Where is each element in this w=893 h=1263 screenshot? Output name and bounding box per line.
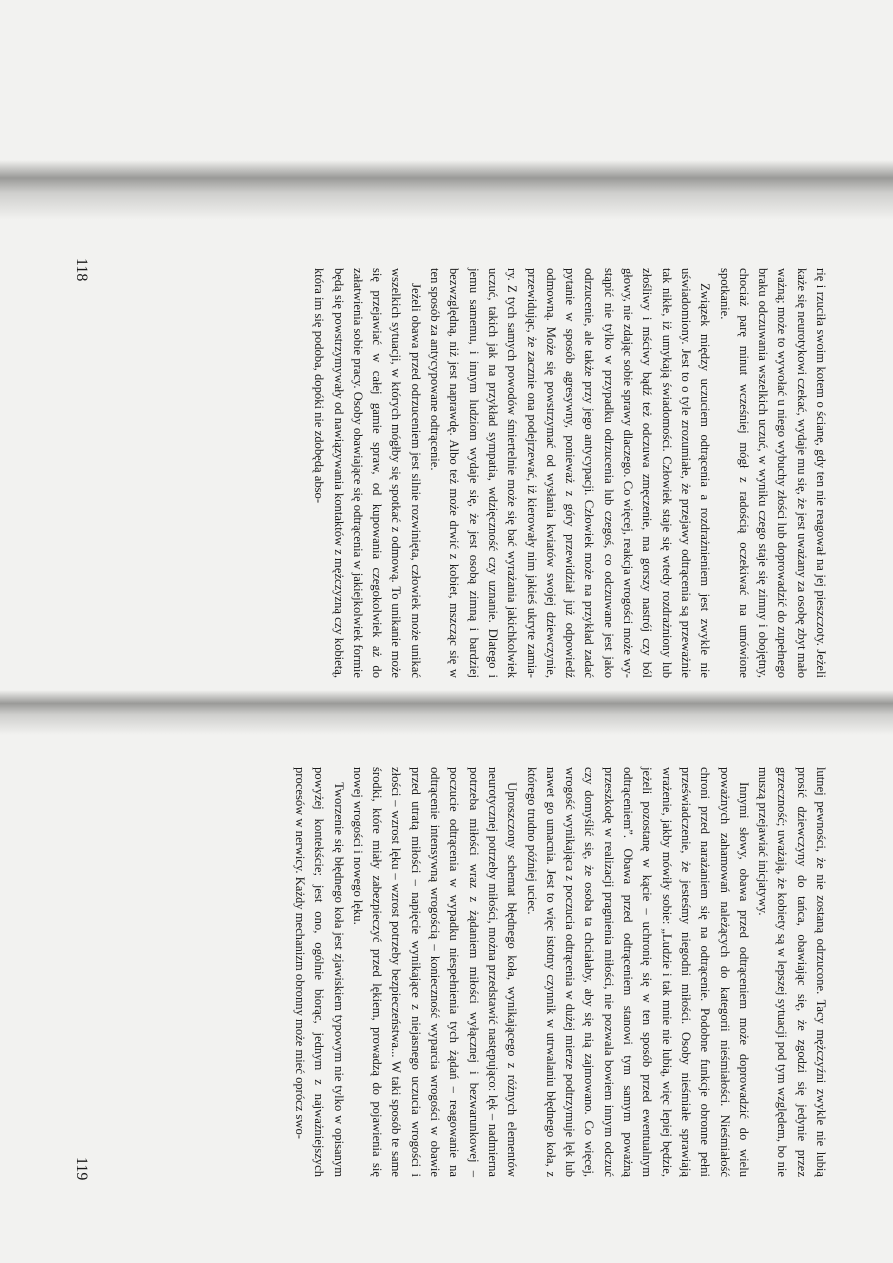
page-right — [60, 757, 890, 1197]
paragraph: rię i rzuciła swoim kotem o ścianę, gdy ten nie reagował na jej pieszczoty. Jeżeli każe się neurotykowi czekać, wydaje mu się, że jest uważany za osobę zbyt mało ważną; może to wywołać u niego wybuchy złości lub doprowadzić do zupełnego braku odczuwania wszelkich uczuć, w wyniku czego staje się zimny i obojętny, chociaż parę minut wcześniej mógł z radością oczekiwać na umówione spotkanie. — [717, 268, 828, 678]
scan-shadow-top — [0, 160, 893, 220]
page-number: 118 — [73, 258, 90, 282]
paragraph: Uproszczony schemat błędnego koła, wynikającego z różnych elementów neurotycznej potrzeby miłości, można przedstawić następująco: lęk – nadmierna potrzeba miłości wraz z żądaniem miłości wyłącznej i bezwarunkowej – poczucie odtrącenia w wypadku niespełnienia tych żądań – reagowanie na odtrącenie intensywną wrogością – konieczność wyparcia wrogości w obawie przed utratą miłości – napięcie wynikające z niejasnego uczucia wrogości i złości – wzrost lęku – wzrost potrzeby bezpieczeństwa... W taki sposób te same środki, które miały zabezpieczyć przed lękiem, prowadzą do pojawienia się nowej wrogości i nowego lęku. — [350, 767, 520, 1177]
page-118-text — [309, 268, 830, 678]
page-119-text — [290, 767, 830, 1177]
paragraph: Jeżeli obawa przed odrzuceniem jest silnie rozwinięta, człowiek może unikać wszelkich sytuacji, w których mógłby się spotkać z odmową. To unikanie może się przejawiać w całej gamie spraw, od kupowania czegokolwiek aż do załatwienia sobie pracy. Osoby obawiające się odtrącenia w jakiejkolwiek formie będą się powstrzymywały od nawiązywania kontaktów z mężczyzną czy kobietą, która im się podoba, dopóki nie zdobędą abso- — [312, 268, 423, 678]
paragraph: lutnej pewności, że nie zostaną odrzucone. Tacy mężczyźni zwykle nie lubią prosić dziewczyny do tańca, obawiając się, że zgodzi się jedynie przez grzeczność; uważają, że kobiety są w lepszej sytuacji pod tym względem, bo nie muszą przejawiać inicjatywy. — [756, 767, 828, 1177]
page-number: 119 — [73, 1157, 90, 1181]
page-left — [60, 258, 890, 698]
paragraph: Innymi słowy, obawa przed odtrąceniem może doprowadzić do wielu poważnych zahamowań należących do kategorii nieśmiałości. Nieśmiałość chroni przed narażaniem się na odtrącenie. Podobne funkcje obronne pełni przeświadczenie, że jesteśmy niegodni miłości. Osoby nieśmiałe sprawiają wrażenie, jakby mówiły sobie: „Ludzie i tak mnie nie lubią, więc lepiej będzie, jeżeli pozostanę w kącie – uchronię się w ten sposób przed ewentualnym odtrąceniem”. Obawa przed odtrąceniem stanowi tym samym poważną przeszkodę w realizacji pragnienia miłości, nie pozwala bowiem innym odczuć czy domyślić się, że osoba ta chciałaby, aby się nią zajmowano. Co więcej, wrogość wynikająca z poczucia odtrącenia w dużej mierze podtrzymuje lęk lub nawet go umacnia. Jest to więc istotny czynnik w utrwalaniu błędnego koła, z którego trudno później uciec. — [524, 767, 751, 1177]
paragraph: Związek między uczuciem odtrącenia a rozdrażnieniem jest zwykle nie uświadomiony. Jest to o tyle zrozumiałe, że przejawy odtrącenia są przeważnie tak nikłe, iż umykają świadomości. Człowiek staje się wtedy rozdrażniony lub złośliwy i mściwy bądź też odczuwa zmęczenie, ma gorszy nastrój czy ból głowy, nie zdając sobie sprawy dlaczego. Co więcej, reakcja wrogości może wystąpić nie tylko w przypadku odrzucenia lub czegoś, co odczuwane jest jako odrzucenie, ale także przy jego antycypacji. Człowiek może na przykład zadać pytanie w sposób agresywny, ponieważ z góry przewidział już odpowiedź odmowną. Może się powstrzymać od wysłania kwiatów swojej dziewczynie, przewidując, że zacznie ona podejrzewać, iż kierowały nim jakieś ukryte zamiary. Z tych samych powodów śmiertelnie może się bać wyrażania jakichkolwiek uczuć, takich jak na przykład sympatia, wdzięczność czy uznanie. Dlatego i jemu samemu, i innym ludziom wydaje się, że jest osobą zimną i bardziej bezwzględną, niż jest naprawdę. Albo też może drwić z kobiet, mszcząc się w ten sposób za antycypowane odtrącenie. — [428, 268, 713, 678]
paragraph: Tworzenie się błędnego koła jest zjawiskiem typowym nie tylko w opisanym powyżej kontekście; jest ono, ogólnie biorąc, jednym z najważniejszych procesów w nerwicy. Każdy mechanizm obronny może mieć oprócz swo- — [292, 767, 346, 1177]
